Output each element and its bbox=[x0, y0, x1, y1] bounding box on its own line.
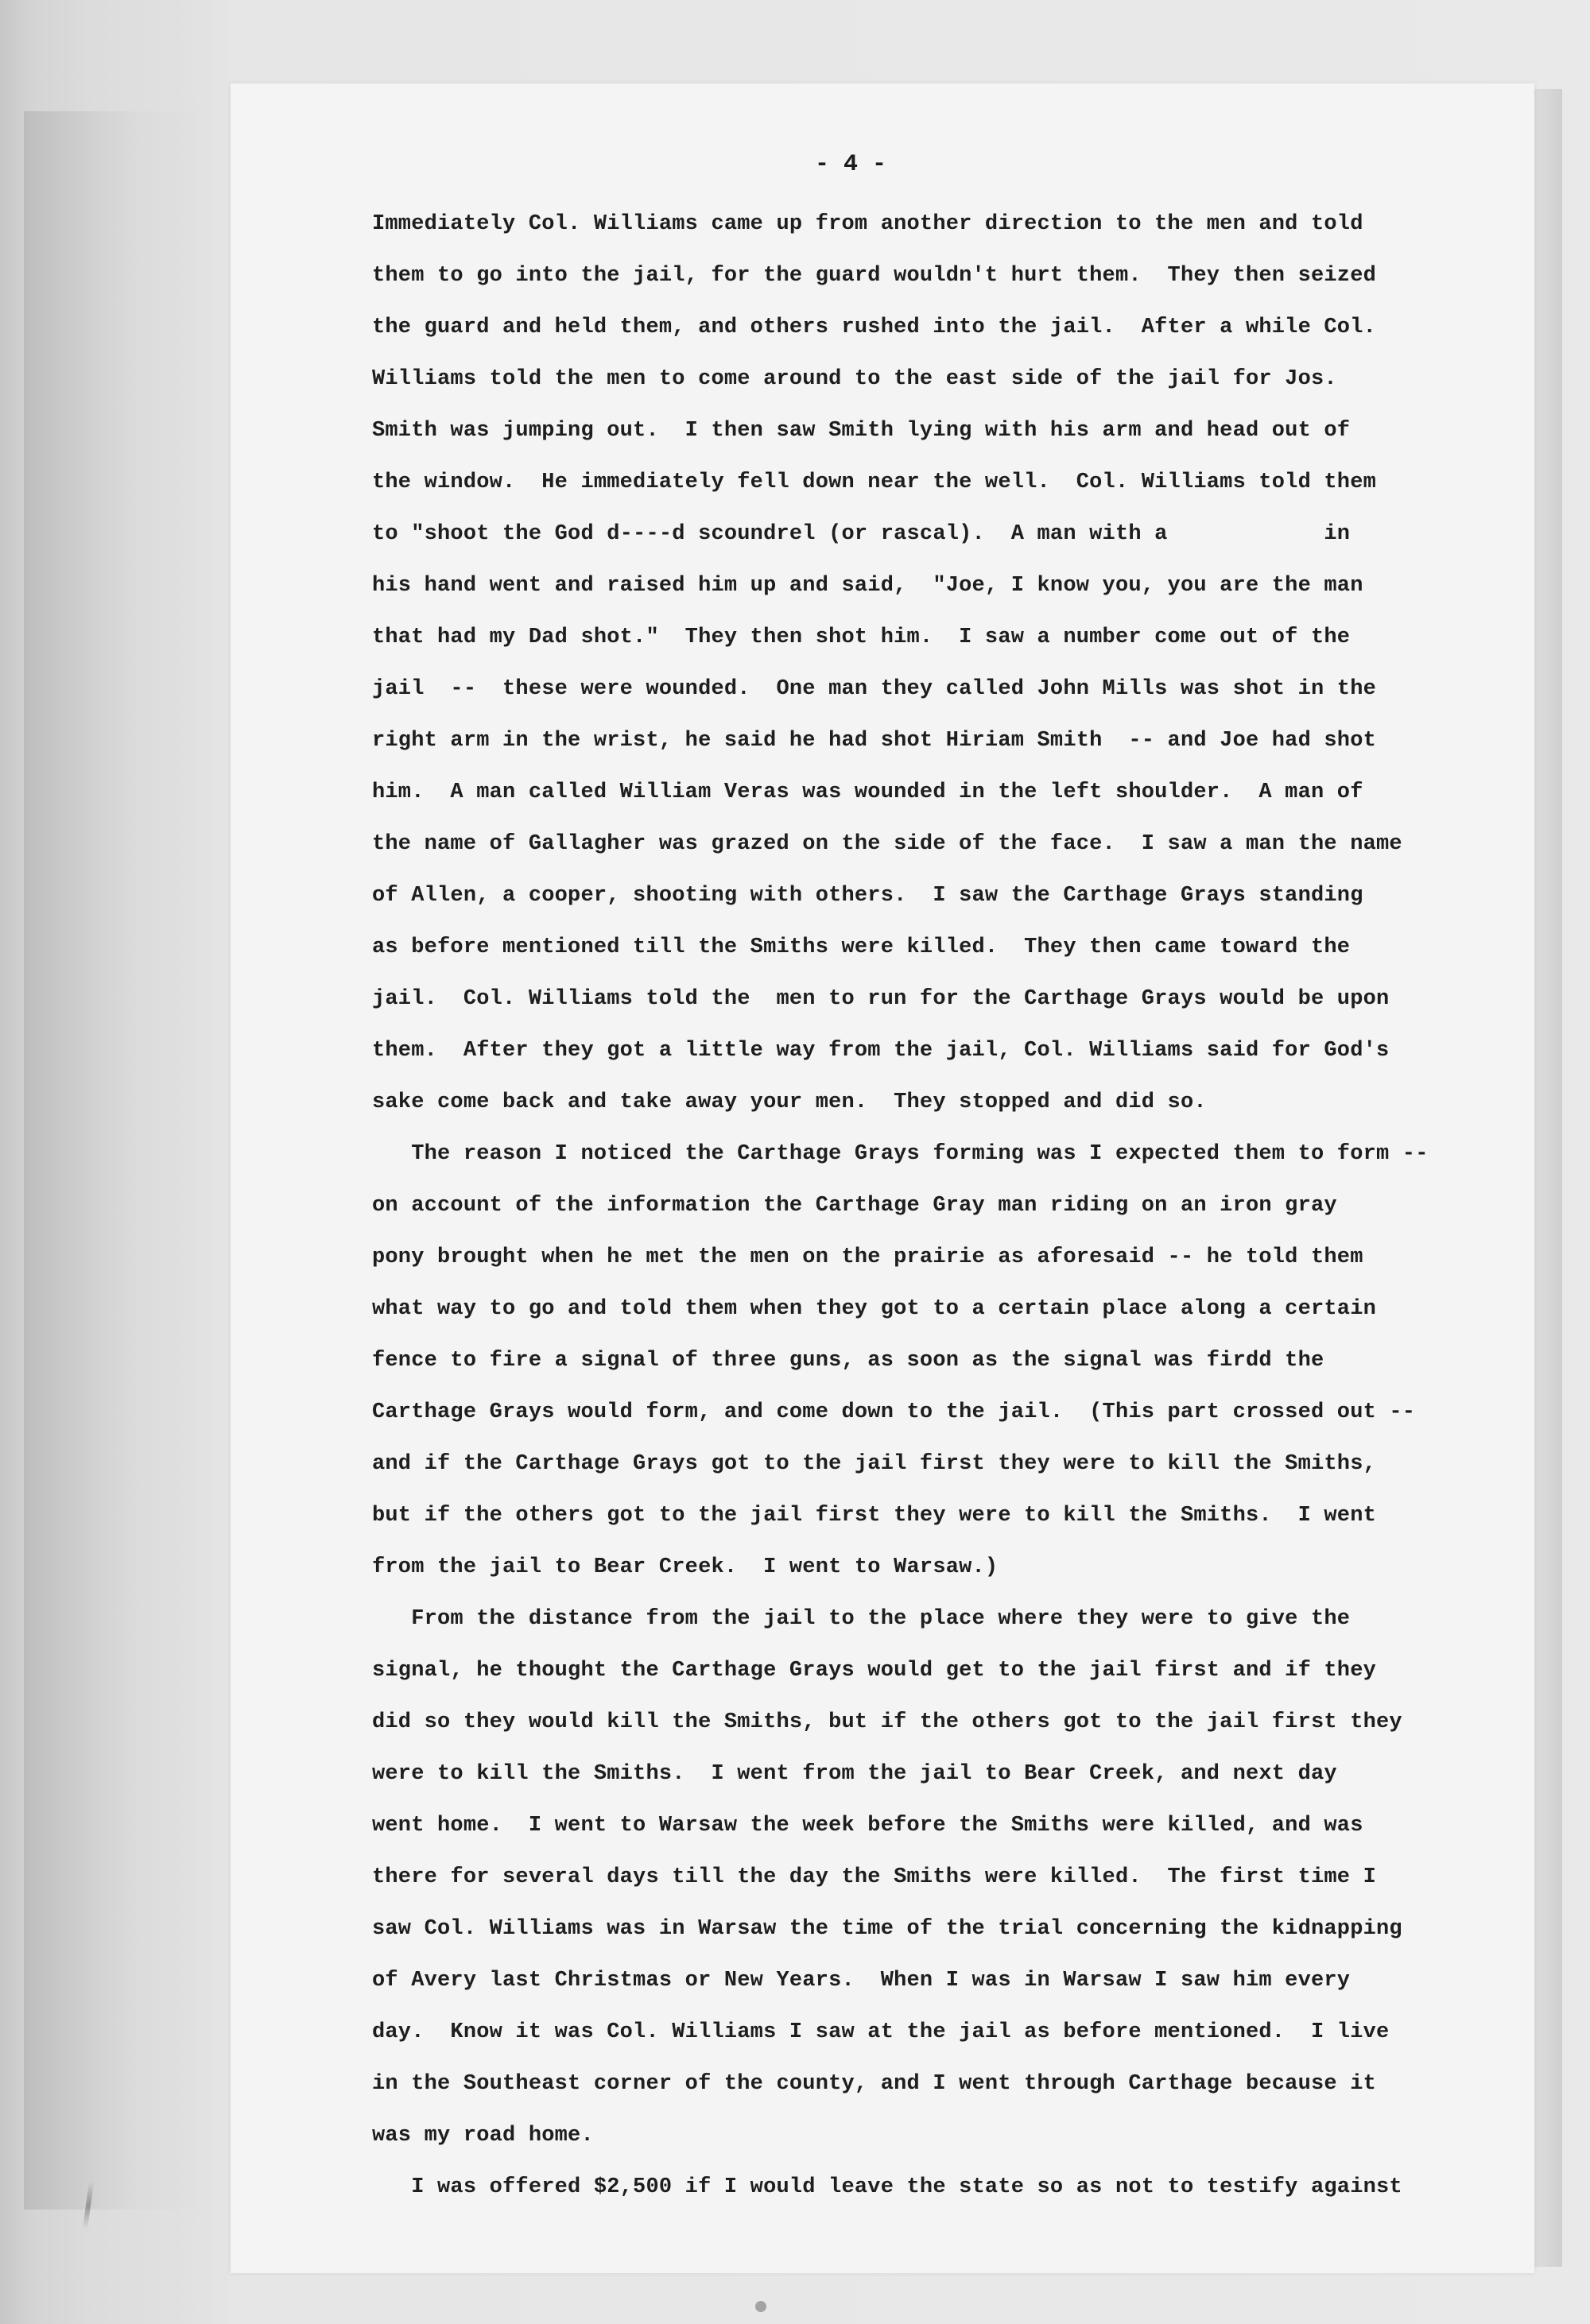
text-line: jail -- these were wounded. One man they called John Mills was shot in the bbox=[372, 677, 1377, 701]
text-line: sake come back and take away your men. They stopped and did so. bbox=[372, 1090, 1207, 1114]
text-line: the window. He immediately fell down near the well. Col. Williams told them bbox=[372, 471, 1377, 494]
text-line: signal, he thought the Carthage Grays would get to the jail first and if they bbox=[372, 1659, 1377, 1683]
text-line: the name of Gallagher was grazed on the side of the face. I saw a man the name bbox=[372, 832, 1402, 856]
text-line: his hand went and raised him up and said, "Joe, I know you, you are the man bbox=[372, 574, 1363, 598]
text-line: in the Southeast corner of the county, and I went through Carthage because it bbox=[372, 2072, 1377, 2096]
text-line: day. Know it was Col. Williams I saw at the jail as before mentioned. I live bbox=[372, 2020, 1390, 2044]
text-line: but if the others got to the jail first they were to kill the Smiths. I went bbox=[372, 1504, 1377, 1528]
text-line: saw Col. Williams was in Warsaw the time of the trial concerning the kidnapping bbox=[372, 1917, 1402, 1941]
scan-shadow bbox=[24, 111, 207, 2210]
text-line: pony brought when he met the men on the prairie as aforesaid -- he told them bbox=[372, 1245, 1363, 1269]
text-line: jail. Col. Williams told the men to run for the Carthage Grays would be upon bbox=[372, 987, 1390, 1011]
text-line: him. A man called William Veras was wounded in the left shoulder. A man of bbox=[372, 780, 1363, 804]
text-line: The reason I noticed the Carthage Grays forming was I expected them to form -- bbox=[372, 1142, 1429, 1166]
text-line: them. After they got a little way from the jail, Col. Williams said for God's bbox=[372, 1039, 1390, 1063]
text-line: went home. I went to Warsaw the week before the Smiths were killed, and was bbox=[372, 1814, 1363, 1838]
text-line: and if the Carthage Grays got to the jail first they were to kill the Smiths, bbox=[372, 1452, 1377, 1476]
text-line: on account of the information the Carthage Gray man riding on an iron gray bbox=[372, 1194, 1337, 1218]
text-line: that had my Dad shot." They then shot him. I saw a number come out of the bbox=[372, 626, 1351, 649]
text-line: them to go into the jail, for the guard wouldn't hurt them. They then seized bbox=[372, 264, 1377, 288]
text-line: of Avery last Christmas or New Years. When I was in Warsaw I saw him every bbox=[372, 1969, 1351, 1993]
text-line: Williams told the men to come around to the east side of the jail for Jos. bbox=[372, 367, 1337, 391]
text-line: Immediately Col. Williams came up from another direction to the men and told bbox=[372, 212, 1363, 236]
text-line: From the distance from the jail to the place where they were to give the bbox=[372, 1607, 1351, 1631]
text-line: Carthage Grays would form, and come down to the jail. (This part crossed out -- bbox=[372, 1400, 1416, 1424]
text-line: did so they would kill the Smiths, but if the others got to the jail first they bbox=[372, 1710, 1402, 1734]
text-line: right arm in the wrist, he said he had shot Hiriam Smith -- and Joe had shot bbox=[372, 729, 1377, 753]
text-line: Smith was jumping out. I then saw Smith lying with his arm and head out of bbox=[372, 419, 1351, 443]
text-line: from the jail to Bear Creek. I went to Warsaw.) bbox=[372, 1555, 999, 1579]
text-line: of Allen, a cooper, shooting with others. I saw the Carthage Grays standing bbox=[372, 884, 1363, 908]
text-line: I was offered $2,500 if I would leave the state so as not to testify against bbox=[372, 2175, 1402, 2199]
text-line: as before mentioned till the Smiths were killed. They then came toward the bbox=[372, 935, 1351, 959]
text-line: to "shoot the God d----d scoundrel (or rascal). A man with a in bbox=[372, 522, 1351, 546]
text-line: the guard and held them, and others rushed into the jail. After a while Col. bbox=[372, 316, 1377, 339]
text-line: was my road home. bbox=[372, 2124, 594, 2148]
text-line: what way to go and told them when they got to a certain place along a certain bbox=[372, 1297, 1377, 1321]
text-line: fence to fire a signal of three guns, as soon as the signal was firdd the bbox=[372, 1349, 1324, 1373]
page-number: - 4 - bbox=[814, 151, 886, 178]
document-body bbox=[372, 199, 1485, 2214]
text-line: there for several days till the day the Smiths were killed. The first time I bbox=[372, 1865, 1377, 1889]
scan-speck bbox=[755, 2301, 766, 2312]
text-line: were to kill the Smiths. I went from the jail to Bear Creek, and next day bbox=[372, 1762, 1337, 1786]
